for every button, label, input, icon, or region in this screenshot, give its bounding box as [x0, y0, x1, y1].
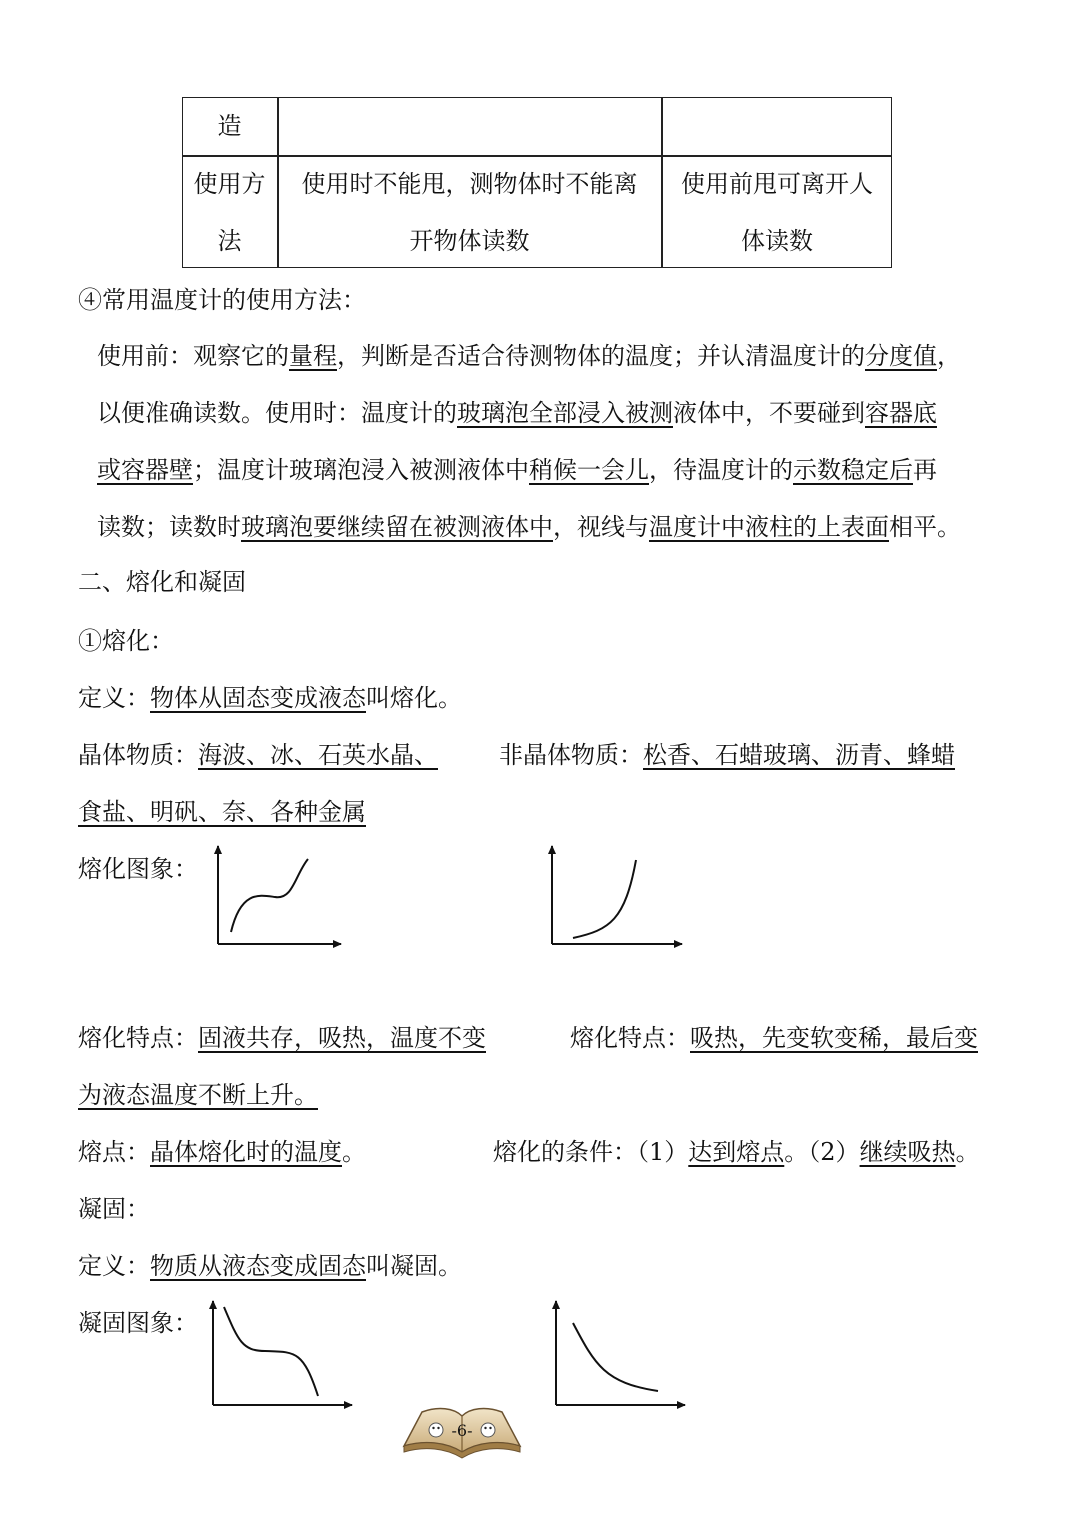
melting-conditions: 熔化的条件：（1）达到熔点。（2）继续吸热。 — [493, 1138, 980, 1166]
table-row2-label-2: 法 — [217, 227, 242, 255]
table-row2-col2-2: 体读数 — [741, 227, 813, 255]
melting-feature-amorphous: 熔化特点：吸热，先变软变稀，最后变 — [570, 1024, 978, 1052]
solidify-definition: 定义：物质从液态变成固态叫凝固。 — [78, 1252, 462, 1280]
usage-line-2: 以便准确读数。使用时：温度计的玻璃泡全部浸入被测液体中，不要碰到容器底 — [97, 399, 937, 427]
melting-feature-amorphous-2: 为液态温度不断上升。 — [78, 1081, 318, 1109]
table-row1-label: 造 — [217, 112, 242, 140]
melting-curve — [231, 859, 308, 932]
table-row2-label-1: 使用方 — [193, 170, 266, 198]
melting-graph-crystal — [205, 840, 350, 955]
solidify-curve — [573, 1323, 658, 1391]
solidify-graph-label: 凝固图象： — [78, 1309, 198, 1337]
usage-line-4: 读数；读数时玻璃泡要继续留在被测液体中，视线与温度计中液柱的上表面相平。 — [97, 513, 961, 541]
melting-curve — [573, 860, 636, 938]
melting-graph-amorphous — [540, 840, 690, 955]
melting-definition: 定义：物体从固态变成液态叫熔化。 — [78, 684, 462, 712]
usage-line-3: 或容器壁；温度计玻璃泡浸入被测液体中稍候一会儿，待温度计的示数稳定后再 — [97, 456, 937, 484]
melting-point: 熔点：晶体熔化时的温度。 — [78, 1138, 366, 1166]
solidify-graph-crystal — [200, 1295, 360, 1415]
crystal-substances: 晶体物质：海波、冰、石英水晶、 — [78, 741, 438, 769]
usage-line-1: 使用前：观察它的量程，判断是否适合待测物体的温度；并认清温度计的分度值， — [97, 342, 961, 370]
solidify-graph-amorphous — [545, 1295, 693, 1415]
open-book-icon — [400, 1400, 524, 1464]
melting-heading: ①熔化： — [78, 627, 174, 655]
melting-feature-crystal: 熔化特点：固液共存，吸热，温度不变 — [78, 1024, 486, 1052]
section-title: 二、熔化和凝固 — [78, 568, 246, 596]
table-divider — [182, 155, 892, 157]
crystal-substances-2: 食盐、明矾、奈、各种金属 — [78, 798, 366, 826]
page-number: -6- — [451, 1421, 473, 1440]
table-row2-col2-1: 使用前甩可离开人 — [681, 170, 873, 198]
solidify-heading: 凝固： — [78, 1195, 150, 1223]
usage-heading: ④常用温度计的使用方法： — [78, 286, 366, 314]
amorphous-substances: 非晶体物质：松香、石蜡玻璃、沥青、蜂蜡 — [499, 741, 955, 769]
table-row2-col1-2: 开物体读数 — [409, 227, 530, 255]
solidify-curve — [224, 1307, 318, 1396]
table-row2-col1-1: 使用时不能甩，测物体时不能离 — [301, 170, 638, 198]
melting-graph-label: 熔化图象： — [78, 855, 198, 883]
